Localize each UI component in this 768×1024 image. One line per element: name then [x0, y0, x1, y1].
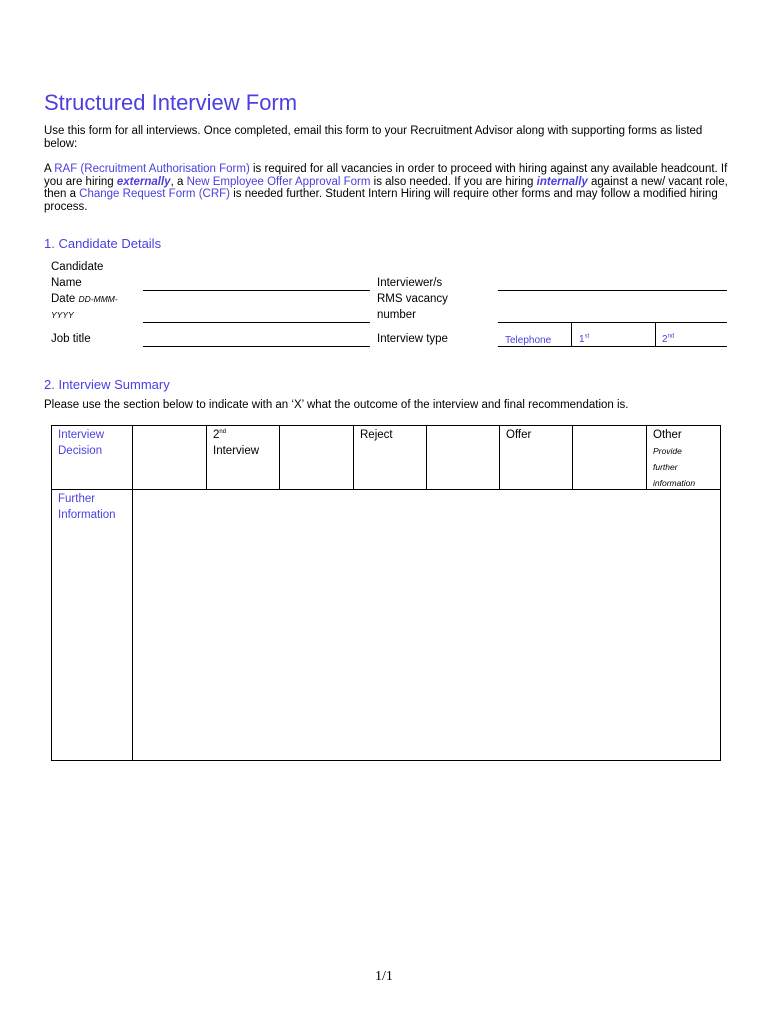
label-line: Interview [213, 445, 260, 457]
internally-emphasis: internally [536, 175, 588, 188]
summary-instruction: Please use the section below to indicate with an ‘X’ what the outcome of the interview and final recommendation is. [44, 399, 629, 411]
change-request-link[interactable]: Change Request Form (CRF) [79, 188, 230, 200]
other-note: information [653, 478, 696, 488]
checkbox-cell-first[interactable] [133, 426, 206, 489]
label-line: number [377, 309, 416, 321]
divider [571, 323, 572, 347]
label-line: Date [51, 293, 76, 305]
interviewers-field[interactable] [498, 290, 727, 291]
type-second-option[interactable] [662, 334, 674, 345]
reject-label: Reject [360, 429, 393, 441]
info-text: A [44, 163, 55, 175]
option-sup: nd [667, 333, 675, 340]
label-sup: nd [219, 429, 227, 436]
raf-link[interactable]: RAF (Recruitment Authorisation Form) [54, 163, 250, 175]
checkbox-cell-reject[interactable] [427, 426, 499, 489]
checkbox-cell-offer[interactable] [573, 426, 646, 489]
interview-type-field [498, 346, 727, 347]
date-format-hint: DD-MMM- [78, 294, 118, 304]
label-line: Decision [58, 445, 103, 457]
other-note: Provide [653, 446, 682, 456]
candidate-name-label [51, 259, 103, 291]
further-information-label [58, 491, 116, 523]
new-employee-offer-link[interactable]: New Employee Offer Approval Form [186, 175, 371, 188]
table-col-divider [646, 425, 647, 489]
checkbox-cell-second-interview[interactable] [280, 426, 353, 489]
table-col-divider [206, 425, 207, 489]
type-first-option[interactable] [579, 334, 589, 345]
label-line: 2 [213, 429, 220, 441]
option-sup: st [584, 333, 590, 340]
table-col-divider [353, 425, 354, 489]
offer-label: Offer [506, 429, 532, 441]
date-format-hint: YYYY [51, 310, 74, 320]
interview-type-label: Interview type [377, 333, 448, 345]
info-text: against a new/ vacant role, then a [44, 175, 728, 200]
label-line: Information [58, 509, 116, 521]
other-label [653, 427, 695, 491]
rms-vacancy-label [377, 291, 448, 323]
section-candidate-details-heading: 1. Candidate Details [44, 236, 162, 251]
page-title: Structured Interview Form [44, 90, 298, 115]
other-note: further [653, 462, 678, 472]
type-telephone-option[interactable]: Telephone [505, 335, 552, 346]
label-line: RMS vacancy [377, 293, 448, 305]
info-text: is required for all vacancies in order to proceed with hiring against any available headcount. If you are hiring [44, 163, 728, 188]
label-line: Other [653, 429, 682, 441]
further-information-field[interactable] [133, 490, 719, 759]
interviewers-label: Interviewer/s [377, 277, 443, 289]
job-title-label: Job title [51, 333, 91, 345]
candidate-name-field[interactable] [143, 290, 370, 291]
option-text: 2 [662, 334, 668, 345]
section-interview-summary-heading: 2. Interview Summary [44, 377, 170, 392]
date-label [51, 291, 118, 323]
second-interview-label [213, 427, 259, 459]
forms-info-paragraph [44, 163, 734, 213]
info-text: , a [170, 175, 187, 188]
divider [655, 323, 656, 347]
intro-text: Use this form for all interviews. Once completed, email this form to your Recruitment Advisor along with supporting forms as listed below: [44, 125, 703, 150]
option-text: 1 [579, 334, 585, 345]
date-field[interactable] [143, 322, 370, 323]
info-text: is also needed. If you are hiring [370, 175, 537, 188]
label-line: Candidate [51, 261, 104, 273]
label-line: Interview [58, 429, 105, 441]
page-number: 1/1 [375, 969, 393, 984]
info-text: is needed further. Student Intern Hiring will require other forms and may follow a modified hiring process. [44, 188, 718, 213]
job-title-field[interactable] [143, 346, 370, 347]
rms-vacancy-field[interactable] [498, 322, 727, 323]
label-line: Name [51, 277, 82, 289]
label-line: Further [58, 493, 96, 505]
table-col-divider [499, 425, 500, 489]
externally-emphasis: externally [116, 175, 171, 188]
interview-decision-label [58, 427, 104, 459]
